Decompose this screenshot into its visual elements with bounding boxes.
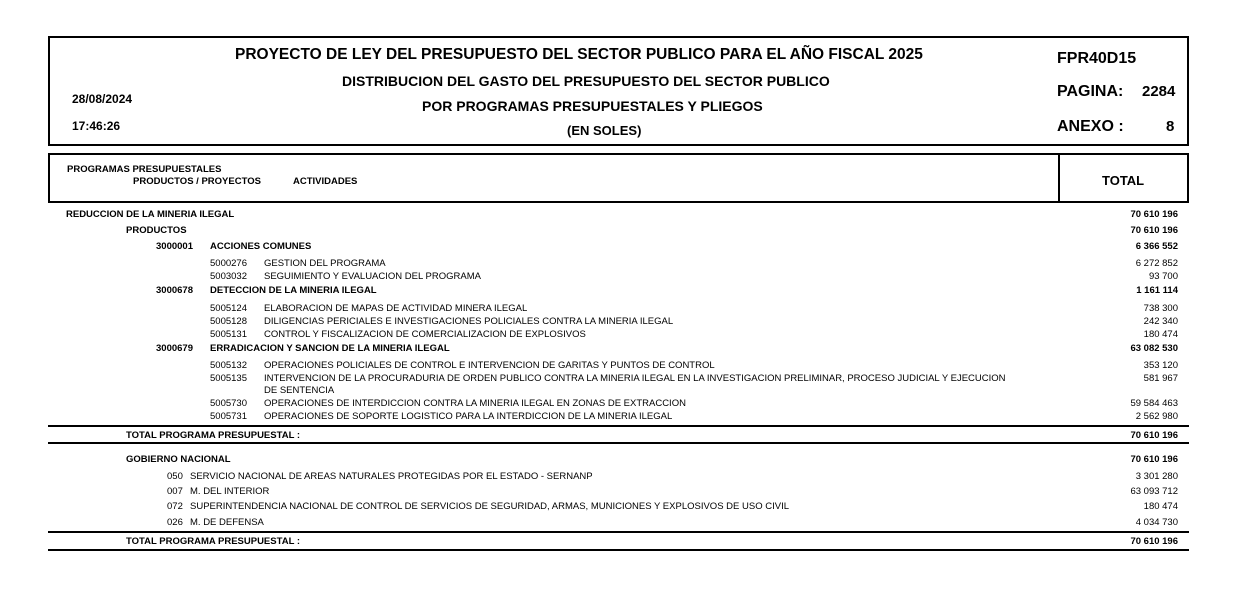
pliego-name: M. DEL INTERIOR bbox=[190, 486, 270, 497]
activity-value: 93 700 bbox=[1148, 271, 1178, 282]
product-total: 1 161 114 bbox=[1136, 285, 1178, 296]
divider-line bbox=[48, 549, 1189, 551]
report-time: 17:46:26 bbox=[72, 119, 121, 133]
activity-name: OPERACIONES POLICIALES DE CONTROL E INTERVENCION DE GARITAS Y PUNTOS DE CONTROL bbox=[264, 360, 715, 371]
productos-label: PRODUCTOS bbox=[126, 225, 187, 236]
activity-code: 5005132 bbox=[210, 360, 247, 371]
activity-value: 6 272 852 bbox=[1135, 258, 1178, 269]
product-name: ERRADICACION Y SANCION DE LA MINERIA ILEGAL bbox=[210, 343, 450, 354]
pagina-label: PAGINA: bbox=[1057, 83, 1124, 100]
activity-name: ELABORACION DE MAPAS DE ACTIVIDAD MINERA ILEGAL bbox=[264, 303, 528, 314]
pliego-name: SUPERINTENDENCIA NACIONAL DE CONTROL DE SERVICIOS DE SEGURIDAD, ARMAS, MUNICIONES Y EXPLOSIVOS DE USO CIVIL bbox=[190, 501, 789, 512]
col-productos: PRODUCTOS / PROYECTOS bbox=[133, 176, 261, 187]
activity-code: 5000276 bbox=[210, 258, 247, 269]
activity-name-continued: DE SENTENCIA bbox=[264, 385, 335, 396]
activity-name: INTERVENCION DE LA PROCURADURIA DE ORDEN PUBLICO CONTRA LA MINERIA ILEGAL EN LA INVESTIGACION PRELIMINAR, PROCESO JUDICIAL Y EJECUCION bbox=[264, 373, 1006, 384]
report-date: 28/08/2024 bbox=[72, 92, 133, 106]
activity-name: OPERACIONES DE INTERDICCION CONTRA LA MINERIA ILEGAL EN ZONAS DE EXTRACCION bbox=[264, 398, 686, 409]
total-programa-value: 70 610 196 bbox=[1130, 430, 1178, 441]
col-divider bbox=[1058, 155, 1060, 201]
activity-value: 738 300 bbox=[1143, 303, 1178, 314]
anexo-value: 8 bbox=[1166, 118, 1175, 135]
activity-value: 59 584 463 bbox=[1130, 398, 1178, 409]
pliego-name: M. DE DEFENSA bbox=[190, 517, 264, 528]
pliego-value: 63 093 712 bbox=[1130, 486, 1178, 497]
activity-code: 5005131 bbox=[210, 329, 247, 340]
program-total: 70 610 196 bbox=[1130, 209, 1178, 220]
col-actividades: ACTIVIDADES bbox=[293, 176, 358, 187]
report-header bbox=[48, 36, 1189, 146]
activity-code: 5005730 bbox=[210, 398, 247, 409]
product-code: 3000678 bbox=[156, 285, 193, 296]
activity-value: 2 562 980 bbox=[1135, 411, 1178, 422]
activity-value: 242 340 bbox=[1143, 316, 1178, 327]
pliego-value: 4 034 730 bbox=[1135, 517, 1178, 528]
pliego-code: 026 bbox=[167, 517, 183, 528]
activity-name: GESTION DEL PROGRAMA bbox=[264, 258, 386, 269]
product-total: 6 366 552 bbox=[1135, 241, 1178, 252]
pagina-value: 2284 bbox=[1142, 83, 1176, 100]
activity-name: OPERACIONES DE SOPORTE LOGISTICO PARA LA INTERDICCION DE LA MINERIA ILEGAL bbox=[264, 411, 673, 422]
activity-value: 180 474 bbox=[1143, 329, 1178, 340]
column-header bbox=[48, 153, 1189, 203]
activity-code: 5005731 bbox=[210, 411, 247, 422]
product-total: 63 082 530 bbox=[1130, 343, 1178, 354]
program-name: REDUCCION DE LA MINERIA ILEGAL bbox=[66, 209, 235, 220]
divider-line bbox=[48, 531, 1189, 533]
pliego-code: 007 bbox=[167, 486, 183, 497]
report-subtitle-1: DISTRIBUCION DEL GASTO DEL PRESUPUESTO DEL SECTOR PUBLICO bbox=[342, 73, 830, 89]
divider-line bbox=[48, 425, 1189, 427]
anexo-label: ANEXO : bbox=[1057, 118, 1124, 135]
col-total: TOTAL bbox=[1102, 173, 1145, 188]
activity-name: SEGUIMIENTO Y EVALUACION DEL PROGRAMA bbox=[264, 271, 481, 282]
activity-code: 5005135 bbox=[210, 373, 247, 384]
pliego-code: 072 bbox=[167, 501, 183, 512]
gobierno-total: 70 610 196 bbox=[1130, 454, 1178, 465]
total-programa-label: TOTAL PROGRAMA PRESUPUESTAL : bbox=[126, 536, 301, 547]
total-programa-value: 70 610 196 bbox=[1130, 536, 1178, 547]
report-title: PROYECTO DE LEY DEL PRESUPUESTO DEL SECTOR PUBLICO PARA EL AÑO FISCAL 2025 bbox=[235, 46, 923, 63]
product-code: 3000679 bbox=[156, 343, 193, 354]
pliego-value: 180 474 bbox=[1143, 501, 1178, 512]
activity-code: 5005124 bbox=[210, 303, 247, 314]
divider-line bbox=[48, 442, 1189, 444]
activity-code: 5005128 bbox=[210, 316, 247, 327]
product-name: ACCIONES COMUNES bbox=[210, 241, 312, 252]
product-code: 3000001 bbox=[156, 241, 193, 252]
activity-name: CONTROL Y FISCALIZACION DE COMERCIALIZACION DE EXPLOSIVOS bbox=[264, 329, 586, 340]
productos-total: 70 610 196 bbox=[1130, 225, 1178, 236]
report-subtitle-2: POR PROGRAMAS PRESUPUESTALES Y PLIEGOS bbox=[422, 98, 763, 114]
total-programa-label: TOTAL PROGRAMA PRESUPUESTAL : bbox=[126, 430, 301, 441]
gobierno-label: GOBIERNO NACIONAL bbox=[126, 454, 231, 465]
pliego-code: 050 bbox=[167, 471, 183, 482]
report-code: FPR40D15 bbox=[1057, 50, 1137, 67]
report-subtitle-3: (EN SOLES) bbox=[567, 123, 642, 138]
activity-name: DILIGENCIAS PERICIALES E INVESTIGACIONES POLICIALES CONTRA LA MINERIA ILEGAL bbox=[264, 316, 674, 327]
pliego-value: 3 301 280 bbox=[1135, 471, 1178, 482]
activity-value: 581 967 bbox=[1143, 373, 1178, 384]
col-programas: PROGRAMAS PRESUPUESTALES bbox=[67, 164, 222, 175]
pliego-name: SERVICIO NACIONAL DE AREAS NATURALES PROTEGIDAS POR EL ESTADO - SERNANP bbox=[190, 471, 593, 482]
activity-code: 5003032 bbox=[210, 271, 247, 282]
product-name: DETECCION DE LA MINERIA ILEGAL bbox=[210, 285, 377, 296]
activity-value: 353 120 bbox=[1143, 360, 1178, 371]
